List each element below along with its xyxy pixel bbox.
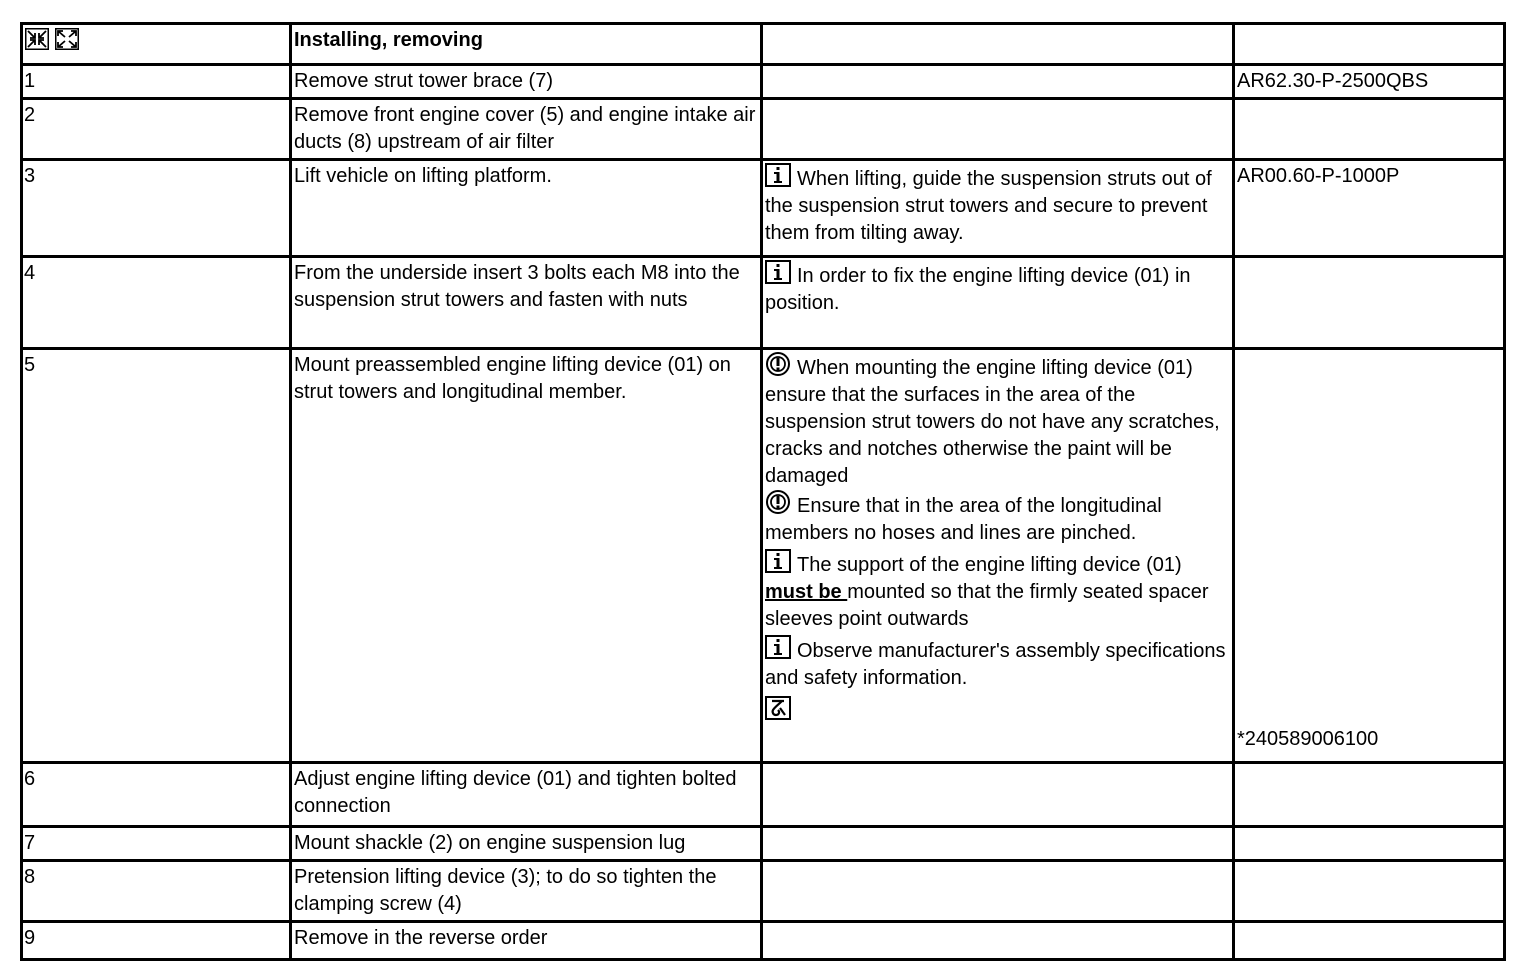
step-text: Remove front engine cover (5) and engine intake air ducts (8) upstream of air filter	[291, 99, 762, 160]
info-icon	[765, 549, 791, 573]
info-icon	[765, 635, 791, 659]
info-note	[765, 635, 1228, 692]
step-text: Remove strut tower brace (7)	[291, 65, 762, 99]
header-empty-cell	[762, 24, 1234, 65]
step-number: 4	[22, 257, 291, 349]
table-row	[22, 99, 1505, 160]
procedure-sheet	[20, 22, 1506, 961]
note-cell	[762, 922, 1234, 960]
step-number: 9	[22, 922, 291, 960]
note-cell	[762, 827, 1234, 861]
info-note-text: When lifting, guide the suspension struts out of the suspension strut towers and secure to prevent them from tilting away.	[765, 168, 1212, 244]
header-empty-cell	[1234, 24, 1505, 65]
info-note-text: The support of the engine lifting device (01)	[797, 554, 1182, 576]
table-row	[22, 827, 1505, 861]
note-cell	[762, 861, 1234, 922]
step-number: 1	[22, 65, 291, 99]
table-row	[22, 257, 1505, 349]
emphasis-text: must be	[765, 581, 848, 603]
caution-note-text: Ensure that in the area of the longitudinal members no hoses and lines are pinched.	[765, 495, 1162, 544]
table-header-row	[22, 24, 1505, 65]
table-row	[22, 349, 1505, 763]
info-note-text: In order to fix the engine lifting device (01) in position.	[765, 265, 1191, 314]
reference-cell	[1234, 922, 1505, 960]
table-row	[22, 861, 1505, 922]
step-text: Adjust engine lifting device (01) and tighten bolted connection	[291, 763, 762, 827]
note-cell	[762, 763, 1234, 827]
step-number: 7	[22, 827, 291, 861]
info-icon	[765, 260, 791, 284]
step-number: 6	[22, 763, 291, 827]
caution-icon	[765, 352, 791, 376]
step-text: Pretension lifting device (3); to do so tighten the clamping screw (4)	[291, 861, 762, 922]
caution-note	[765, 490, 1228, 547]
table-row	[22, 922, 1505, 960]
expand-icon[interactable]	[55, 28, 79, 50]
reference-cell	[1234, 861, 1505, 922]
step-number: 5	[22, 349, 291, 763]
step-number: 3	[22, 160, 291, 257]
reference-cell	[1234, 99, 1505, 160]
reference-link[interactable]: AR62.30-P-2500QBS	[1234, 65, 1505, 99]
header-icons-cell	[22, 24, 291, 65]
note-cell	[762, 349, 1234, 763]
table-row	[22, 763, 1505, 827]
step-number: 8	[22, 861, 291, 922]
step-text: From the underside insert 3 bolts each M8 into the suspension strut towers and fasten with nuts	[291, 257, 762, 349]
step-text: Mount preassembled engine lifting device (01) on strut towers and longitudinal member.	[291, 349, 762, 763]
tool-number-link[interactable]: *240589006100	[1237, 728, 1379, 750]
reference-cell	[1234, 827, 1505, 861]
reference-cell	[1234, 349, 1505, 763]
caution-note	[765, 352, 1228, 490]
note-cell	[762, 99, 1234, 160]
caution-icon	[765, 490, 791, 514]
step-text: Remove in the reverse order	[291, 922, 762, 960]
step-number: 2	[22, 99, 291, 160]
table-row	[22, 65, 1505, 99]
table-row	[22, 160, 1505, 257]
header-title: Installing, removing	[291, 24, 762, 65]
step-text: Lift vehicle on lifting platform.	[291, 160, 762, 257]
reference-link[interactable]: AR00.60-P-1000P	[1234, 160, 1505, 257]
note-cell	[762, 65, 1234, 99]
note-cell	[762, 257, 1234, 349]
info-note-text: mounted so that the firmly seated spacer sleeves point outwards	[765, 581, 1209, 630]
caution-note-text: When mounting the engine lifting device (01) ensure that the surfaces in the area of the suspension strut towers do not have any scratches, cracks and notches otherwise the paint will be damaged	[765, 357, 1220, 487]
info-note-text: Observe manufacturer's assembly specifications and safety information.	[765, 640, 1226, 689]
tool-note	[765, 696, 1228, 726]
info-note	[765, 549, 1228, 633]
special-tool-icon[interactable]	[765, 696, 791, 720]
reference-cell	[1234, 257, 1505, 349]
collapse-icon[interactable]	[25, 28, 49, 50]
reference-cell	[1234, 763, 1505, 827]
procedure-table	[20, 22, 1506, 961]
note-cell	[762, 160, 1234, 257]
step-text: Mount shackle (2) on engine suspension lug	[291, 827, 762, 861]
info-icon	[765, 163, 791, 187]
